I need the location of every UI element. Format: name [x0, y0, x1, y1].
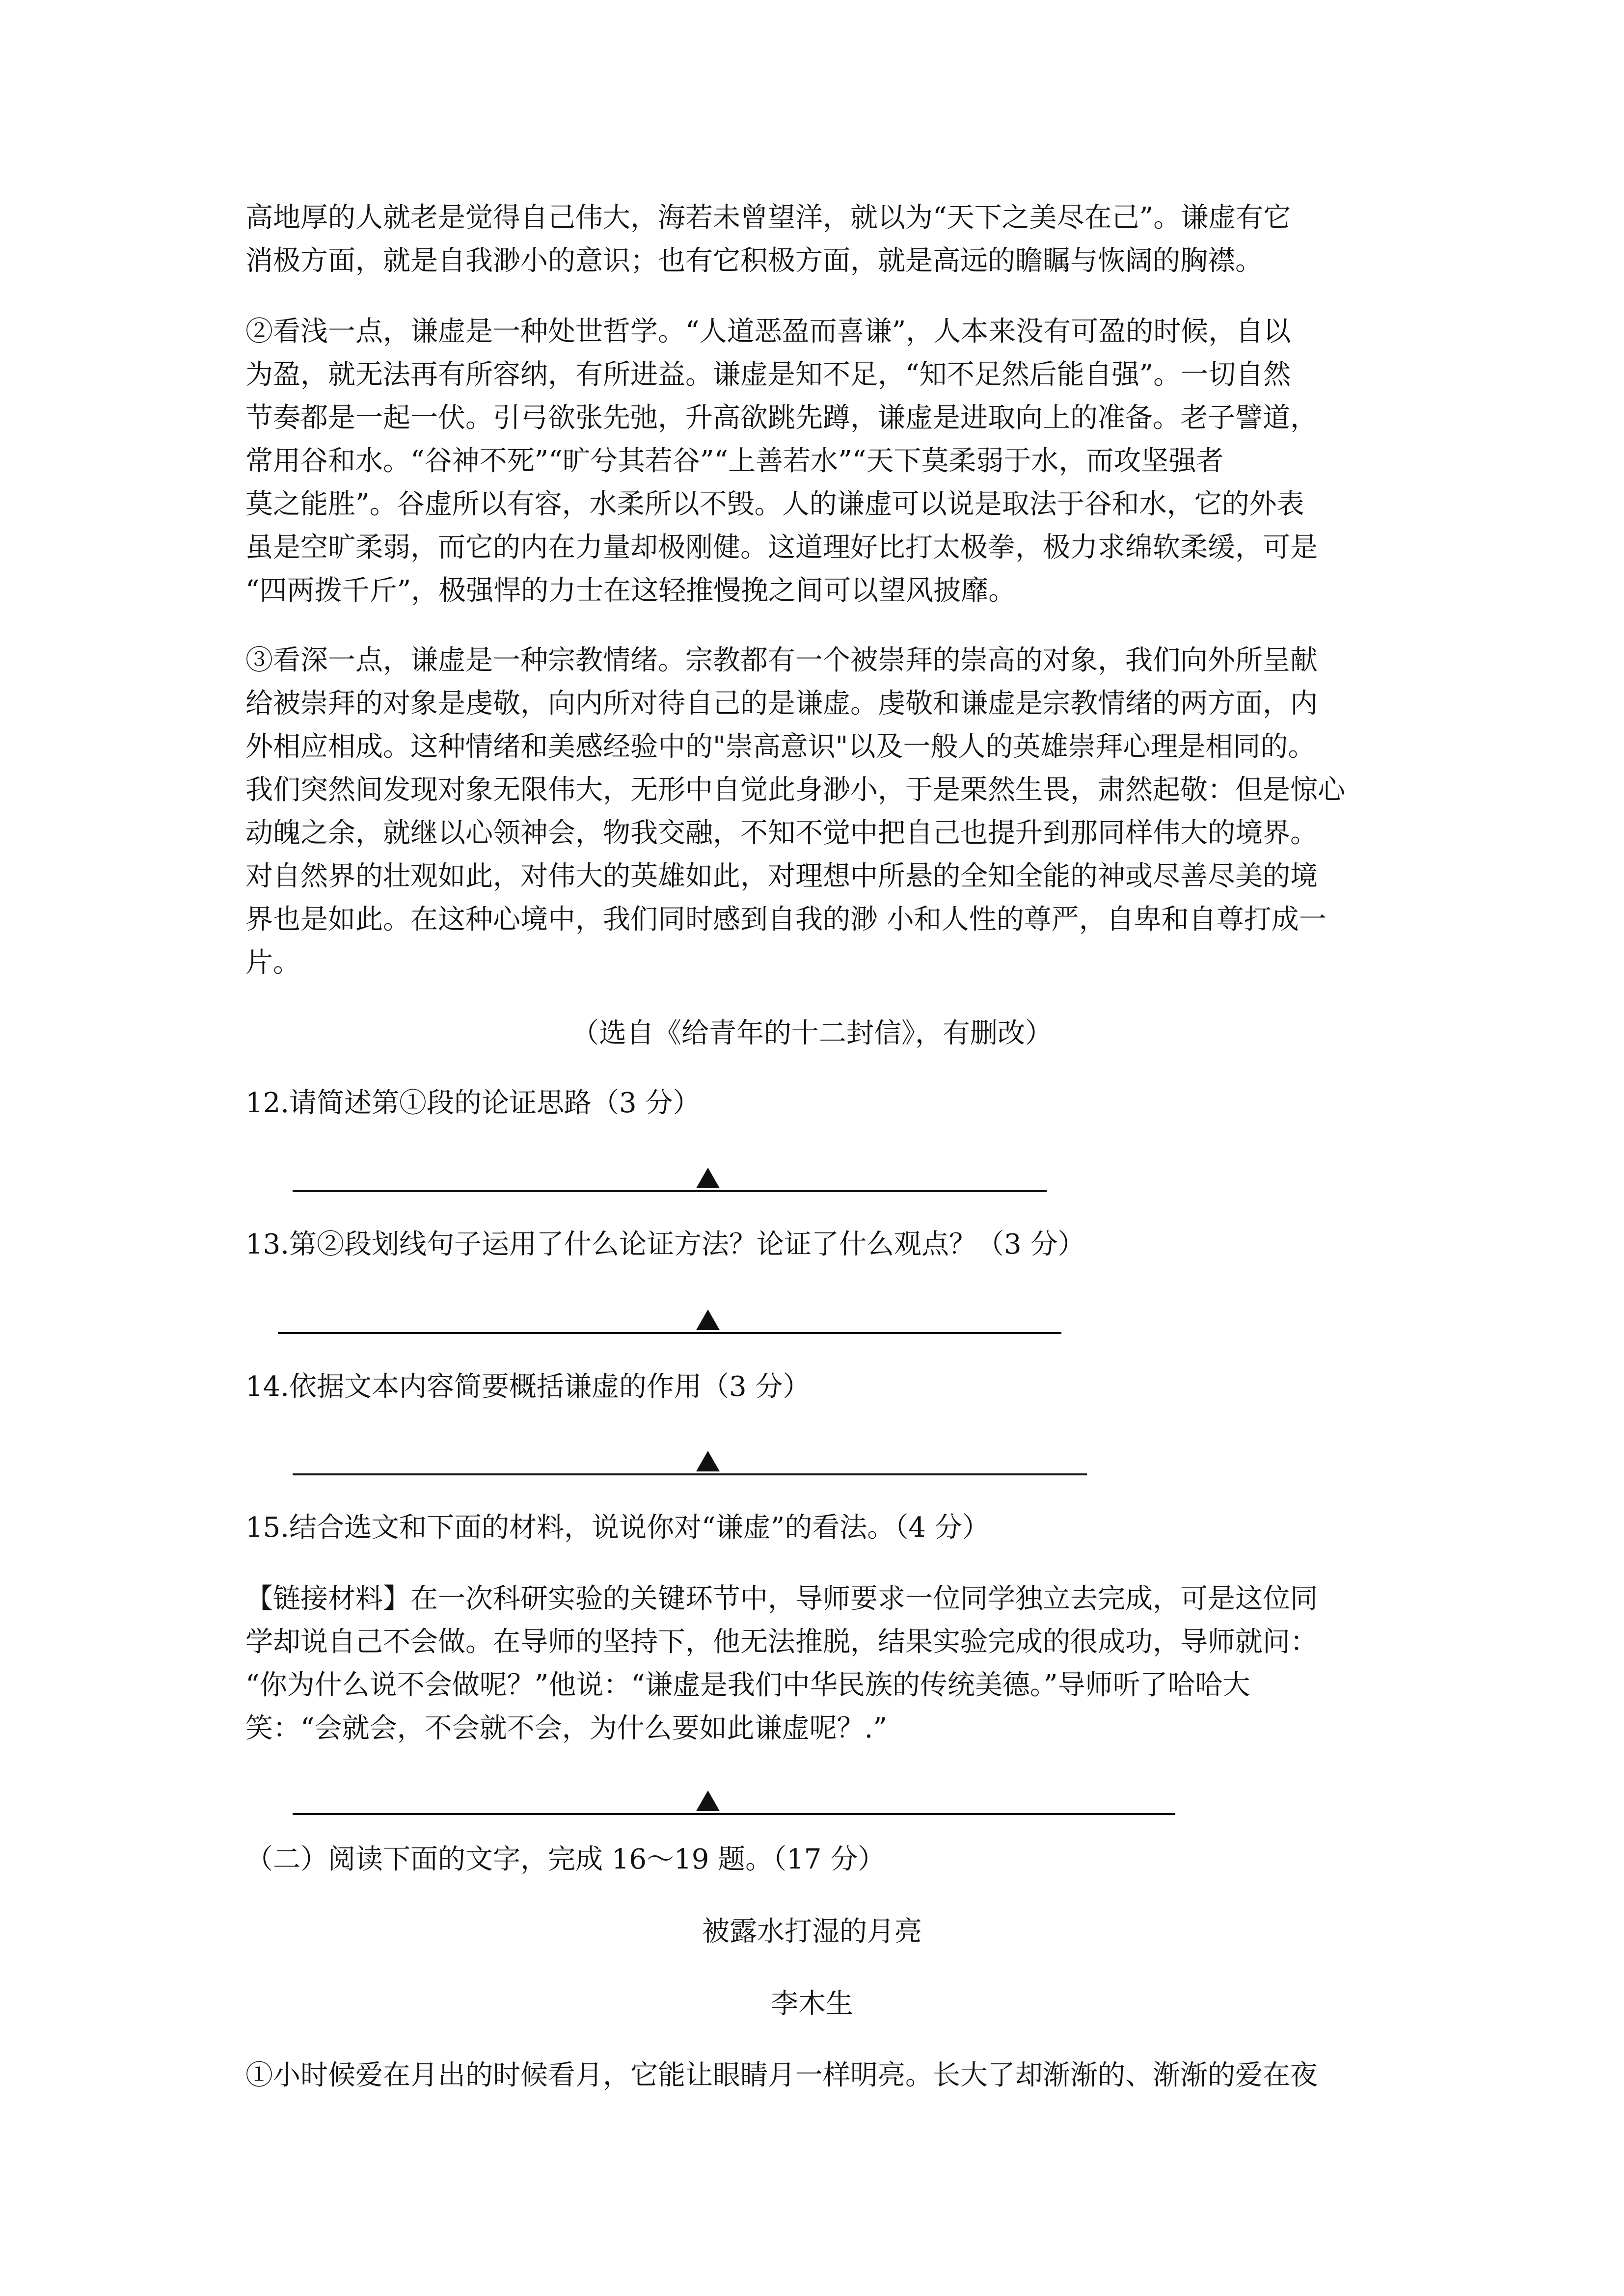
question-13: 13.第②段划线句子运用了什么论证方法？论证了什么观点？（3 分）: [245, 1228, 1085, 1260]
triangle-up-icon: [696, 1790, 720, 1811]
link-material-line: 笑：“会就会，不会就不会，为什么要如此谦虚呢？.”: [245, 1712, 888, 1744]
passage-line: 虽是空旷柔弱，而它的内在力量却极刚健。这道理好比打太极拳，极力求绵软柔缓，可是: [245, 532, 1318, 563]
source-citation: （选自《给青年的十二封信》，有删改）: [571, 1017, 1053, 1049]
answer-line-14[interactable]: [293, 1473, 1087, 1475]
story-title: 被露水打湿的月亮: [702, 1916, 922, 1948]
triangle-up-icon: [696, 1309, 720, 1330]
answer-line-12[interactable]: [293, 1190, 1047, 1192]
passage-line: ③看深一点，谦虚是一种宗教情绪。宗教都有一个被崇拜的崇高的对象，我们向外所呈献: [245, 644, 1318, 676]
story-author: 李木生: [771, 1988, 853, 2020]
triangle-up-icon: [696, 1451, 720, 1471]
passage-line: 节奏都是一起一伏。引弓欲张先弛，升高欲跳先蹲，谦虚是进取向上的准备。老子譬道，: [245, 402, 1318, 434]
passage-line: 高地厚的人就老是觉得自己伟大，海若未曾望洋，就以为“天下之美尽在己”。谦虚有它: [245, 202, 1291, 234]
section-two-heading: （二）阅读下面的文字，完成 16～19 题。（17 分）: [245, 1843, 886, 1875]
answer-line-15[interactable]: [293, 1813, 1175, 1815]
passage-line: 消极方面，就是自我渺小的意识；也有它积极方面，就是高远的瞻瞩与恢阔的胸襟。: [245, 245, 1263, 277]
passage-line: ②看浅一点，谦虚是一种处世哲学。“人道恶盈而喜谦”，人本来没有可盈的时候，自以: [245, 316, 1291, 347]
passage-line: 莫之能胜”。谷虚所以有容，水柔所以不毁。人的谦虚可以说是取法于谷和水，它的外表: [245, 488, 1304, 520]
passage-line: 给被崇拜的对象是虔敬，向内所对待自己的是谦虚。虔敬和谦虚是宗教情绪的两方面，内: [245, 688, 1318, 720]
passage-line: “四两拨千斤”，极强悍的力士在这轻推慢挽之间可以望风披靡。: [245, 575, 1016, 607]
passage-line: 外相应相成。这种情绪和美感经验中的"崇高意识"以及一般人的英雄崇拜心理是相同的。: [245, 731, 1316, 763]
link-material-line: “你为什么说不会做呢？”他说：“谦虚是我们中华民族的传统美德。”导师听了哈哈大: [245, 1669, 1250, 1701]
link-material-line: 【链接材料】在一次科研实验的关键环节中，导师要求一位同学独立去完成，可是这位同: [245, 1583, 1318, 1615]
question-12: 12.请简述第①段的论证思路（3 分）: [245, 1087, 701, 1119]
passage-line: 常用谷和水。“谷神不死”“旷兮其若谷”“上善若水”“天下莫柔弱于水，而攻坚强者: [245, 445, 1224, 477]
passage-line: 对自然界的壮观如此，对伟大的英雄如此，对理想中所悬的全知全能的神或尽善尽美的境: [245, 860, 1318, 892]
passage-line: 界也是如此。在这种心境中，我们同时感到自我的渺 小和人性的尊严，自卑和自尊打成一: [245, 904, 1326, 935]
passage-line: 片。: [245, 947, 300, 979]
triangle-up-icon: [696, 1168, 720, 1188]
question-15: 15.结合选文和下面的材料，说说你对“谦虚”的看法。（4 分）: [245, 1512, 990, 1544]
question-14: 14.依据文本内容简要概括谦虚的作用（3 分）: [245, 1371, 811, 1403]
passage-line: 动魄之余，就继以心领神会，物我交融，不知不觉中把自己也提升到那同样伟大的境界。: [245, 817, 1318, 849]
answer-line-13[interactable]: [278, 1332, 1061, 1334]
passage-line: 我们突然间发现对象无限伟大，无形中自觉此身渺小，于是栗然生畏，肃然起敬：但是惊心: [245, 774, 1345, 806]
passage-line: 为盈，就无法再有所容纳，有所进益。谦虚是知不足，“知不足然后能自强”。一切自然: [245, 359, 1291, 391]
story-paragraph-1: ①小时候爱在月出的时候看月，它能让眼睛月一样明亮。长大了却渐渐的、渐渐的爱在夜: [245, 2059, 1318, 2091]
link-material-line: 学却说自己不会做。在导师的坚持下，他无法推脱，结果实验完成的很成功，导师就问：: [245, 1626, 1318, 1658]
